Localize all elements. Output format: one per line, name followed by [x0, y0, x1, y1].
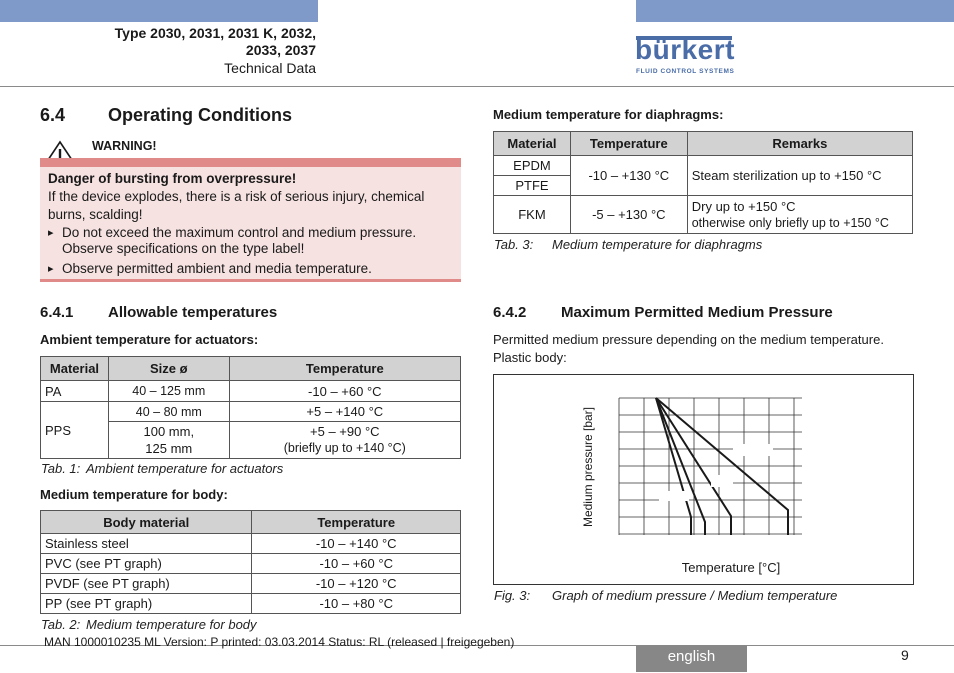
caption-number: Tab. 3: [494, 237, 534, 252]
subsection-number: 6.4.1 [40, 304, 74, 321]
figure-caption [494, 588, 837, 603]
table-cell: PP (see PT graph) [41, 594, 252, 614]
table-cell: EPDM [494, 156, 571, 176]
table-cell: PVC (see PT graph) [41, 554, 252, 574]
caption-text: Medium temperature for diaphragms [552, 237, 763, 252]
table-cell: PPS [41, 402, 109, 459]
burkert-logo: bürkert [635, 34, 735, 65]
chapter-subtitle: Technical Data [224, 60, 316, 76]
column-header: Material [494, 132, 571, 156]
warning-list [48, 225, 453, 277]
warning-strip [40, 158, 461, 167]
subsection-heading-pressure [493, 304, 833, 321]
warning-heading: Danger of bursting from overpressure! [48, 171, 297, 186]
table-cell [108, 422, 229, 459]
body-temp-table [40, 510, 461, 614]
subsection-number: 6.4.2 [493, 304, 527, 321]
table-row [41, 574, 461, 594]
body-temp-label: Medium temperature for body: [40, 487, 228, 502]
table-caption [41, 617, 257, 632]
pressure-temperature-graph [493, 374, 914, 585]
section-title: Operating Conditions [108, 105, 292, 125]
table-cell: -5 – +130 °C [570, 196, 687, 234]
table-cell: -10 – +140 °C [252, 534, 461, 554]
diaphragm-table [493, 131, 913, 234]
type-title-line1: Type 2030, 2031, 2031 K, 2032, [114, 25, 316, 41]
table-cell: +5 – +140 °C [229, 402, 460, 422]
table-cell: 40 – 80 mm [108, 402, 229, 422]
table-row [41, 402, 461, 422]
table-cell: -10 – +60 °C [252, 554, 461, 574]
table-cell: Steam sterilization up to +150 °C [687, 156, 912, 196]
header-bar-left [0, 0, 318, 22]
table-cell [687, 196, 912, 234]
table-row [41, 594, 461, 614]
curve-pps [656, 398, 731, 535]
header-divider [0, 86, 954, 87]
type-title [16, 25, 316, 59]
warning-bullet: ▸ Do not exceed the maximum control and medium pressure. Observe specifications on the type label! [48, 225, 453, 257]
table-cell: 40 – 125 mm [108, 381, 229, 402]
warning-box [40, 167, 461, 282]
table-caption [494, 237, 762, 252]
column-header: Body material [41, 511, 252, 534]
document-status-note: MAN 1000010235 ML Version: P printed: 03.03.2014 Status: RL (released | freigegeben) [44, 635, 515, 649]
column-header: Temperature [570, 132, 687, 156]
cell-line: 100 mm, [143, 424, 195, 439]
table-cell: PA [41, 381, 109, 402]
table-cell: PVDF (see PT graph) [41, 574, 252, 594]
language-badge: english [636, 645, 747, 672]
table-cell: FKM [494, 196, 571, 234]
graph-grid [619, 398, 802, 535]
subsection-title: Allowable temperatures [108, 304, 278, 321]
table-cell: -10 – +80 °C [252, 594, 461, 614]
caption-text: Graph of medium pressure / Medium temperature [552, 588, 838, 603]
logo-tagline: FLUID CONTROL SYSTEMS [636, 68, 735, 75]
curve-pvc [656, 398, 691, 535]
caption-text: Medium temperature for body [86, 617, 257, 632]
y-axis-label: Medium pressure [bar] [581, 406, 595, 528]
table-cell: -10 – +120 °C [252, 574, 461, 594]
warning-text: If the device explodes, there is a risk of serious injury, chemical burns, scalding! [48, 189, 425, 222]
section-heading [40, 105, 292, 126]
subsection-heading-temperatures [40, 304, 277, 321]
column-header: Material [41, 357, 109, 381]
table-row [41, 534, 461, 554]
cell-line: Dry up to +150 °C [691, 198, 796, 214]
curve-label-mask [659, 491, 689, 501]
section-number: 6.4 [40, 105, 66, 125]
table-row [41, 381, 461, 402]
caption-number: Fig. 3: [494, 588, 531, 603]
table-row [41, 554, 461, 574]
table-row [494, 156, 913, 176]
cell-line: (briefly up to +140 °C) [283, 441, 406, 455]
curve-label-mask [711, 475, 733, 487]
column-header: Temperature [252, 511, 461, 534]
cell-line: otherwise only briefly up to +150 °C [691, 215, 889, 230]
x-axis-label: Temperature [°C] [681, 560, 781, 575]
graph-curves [656, 398, 788, 535]
warning-label: WARNING! [92, 139, 157, 153]
page-number: 9 [901, 647, 909, 663]
caption-text: Ambient temperature for actuators [86, 461, 284, 476]
header-bar-right [636, 0, 954, 22]
ambient-table [40, 356, 461, 459]
ambient-label: Ambient temperature for actuators: [40, 332, 259, 347]
diaphragm-label: Medium temperature for diaphragms: [493, 107, 724, 122]
cell-line: +5 – +90 °C [310, 424, 380, 439]
pressure-description [493, 331, 914, 367]
type-title-line2: 2033, 2037 [245, 42, 316, 58]
warning-bullet: ▸ Observe permitted ambient and media temperature. [48, 261, 453, 277]
table-cell: PTFE [494, 176, 571, 196]
column-header: Temperature [229, 357, 460, 381]
subsection-title: Maximum Permitted Medium Pressure [561, 304, 833, 321]
table-cell: -10 – +130 °C [570, 156, 687, 196]
pressure-text-line: Plastic body: [493, 350, 567, 365]
table-row [494, 196, 913, 234]
table-cell: Stainless steel [41, 534, 252, 554]
caption-number: Tab. 2: [41, 617, 81, 632]
pressure-text-line: Permitted medium pressure depending on the medium temperature. [493, 332, 884, 347]
table-caption [41, 461, 283, 476]
column-header: Remarks [687, 132, 912, 156]
cell-line: 125 mm [145, 441, 193, 456]
table-cell: -10 – +60 °C [229, 381, 460, 402]
table-cell [229, 422, 460, 459]
caption-number: Tab. 1: [41, 461, 81, 476]
column-header: Size ø [108, 357, 229, 381]
curve-label-mask [733, 444, 773, 456]
